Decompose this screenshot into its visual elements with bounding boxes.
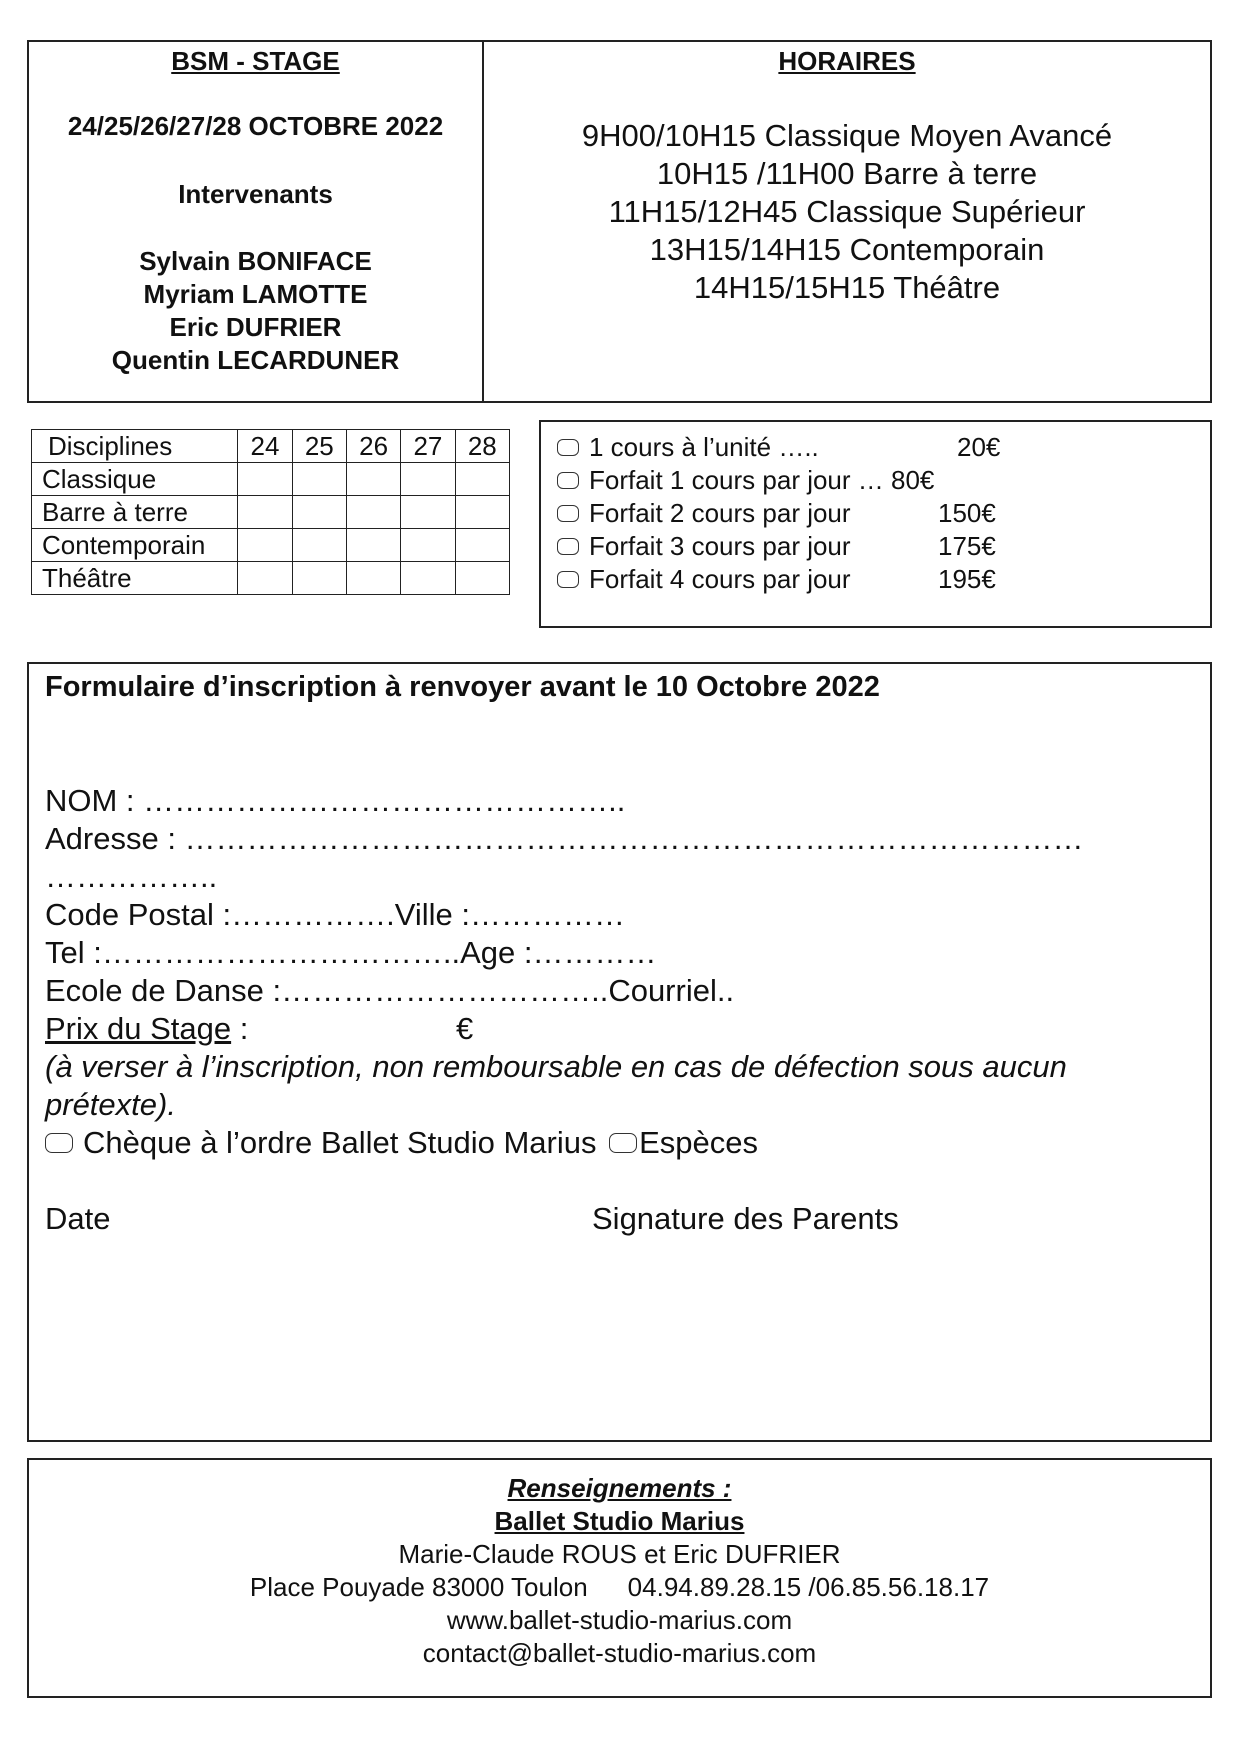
price-checkbox[interactable]: [557, 571, 579, 588]
day-cell[interactable]: [292, 463, 346, 496]
day-header: 25: [292, 430, 346, 463]
day-cell[interactable]: [455, 463, 509, 496]
day-cell[interactable]: [238, 463, 292, 496]
stage-info-column: [29, 42, 482, 401]
day-header: 28: [455, 430, 509, 463]
studio-phones: 04.94.89.28.15 /06.85.56.18.17: [627, 1572, 990, 1602]
table-row: [32, 529, 510, 562]
date-label: Date: [45, 1201, 111, 1236]
day-cell[interactable]: [455, 529, 509, 562]
price-label: 1 cours à l’unité …..: [589, 432, 819, 462]
especes-checkbox[interactable]: [609, 1133, 637, 1153]
day-cell[interactable]: [455, 562, 509, 595]
payment-note-cont: prétexte).: [45, 1087, 176, 1122]
price-checkbox[interactable]: [557, 505, 579, 522]
horaires-column: [484, 42, 1210, 401]
intervenants-label: Intervenants: [178, 179, 333, 209]
adresse-field-cont[interactable]: ……………..: [45, 859, 218, 894]
table-row: [32, 463, 510, 496]
intervenant-name: Sylvain BONIFACE: [139, 246, 372, 276]
prix-stage-colon: :: [231, 1011, 249, 1046]
especes-label: Espèces: [639, 1125, 759, 1160]
day-cell[interactable]: [455, 496, 509, 529]
address-phone-line: [29, 1571, 1210, 1604]
horaire-line: 9H00/10H15 Classique Moyen Avancé: [581, 118, 1113, 153]
day-cell[interactable]: [346, 496, 400, 529]
contact-names: Marie-Claude ROUS et Eric DUFRIER: [398, 1539, 841, 1569]
intervenant-name: Myriam LAMOTTE: [143, 279, 368, 309]
day-cell[interactable]: [238, 496, 292, 529]
price-value: 20€: [957, 432, 1001, 462]
discipline-name: Théâtre: [32, 562, 238, 595]
price-value: 175€: [938, 531, 996, 561]
price-value: 150€: [938, 498, 996, 528]
ecole-courriel-field[interactable]: Ecole de Danse :…………………………..Courriel..: [45, 973, 735, 1008]
horaire-line: 14H15/15H15 Théâtre: [693, 270, 1001, 305]
nom-field[interactable]: NOM : ………………………………………..: [45, 783, 626, 818]
day-header: 27: [401, 430, 455, 463]
day-header: 26: [346, 430, 400, 463]
price-option: [557, 497, 996, 529]
price-checkbox[interactable]: [557, 439, 579, 456]
prix-stage-label: Prix du Stage: [45, 1011, 232, 1046]
signature-label: Signature des Parents: [592, 1201, 899, 1236]
form-title: Formulaire d’inscription à renvoyer avant le 10 Octobre 2022: [45, 671, 880, 703]
day-cell[interactable]: [292, 529, 346, 562]
price-label: Forfait 2 cours par jour: [589, 498, 851, 528]
day-cell[interactable]: [292, 496, 346, 529]
price-option: [557, 464, 934, 496]
intervenant-name: Quentin LECARDUNER: [111, 345, 400, 375]
price-label: Forfait 3 cours par jour: [589, 531, 851, 561]
day-cell[interactable]: [401, 463, 455, 496]
price-checkbox[interactable]: [557, 538, 579, 555]
day-cell[interactable]: [346, 463, 400, 496]
discipline-name: Barre à terre: [32, 496, 238, 529]
discipline-name: Classique: [32, 463, 238, 496]
stage-dates: 24/25/26/27/28 OCTOBRE 2022: [67, 111, 444, 141]
adresse-field[interactable]: Adresse : ……………………………………………………………………………: [45, 821, 1084, 856]
registration-form: [27, 662, 1212, 1442]
price-label: Forfait 4 cours par jour: [589, 564, 851, 594]
renseignements-title: Renseignements :: [507, 1473, 732, 1503]
table-row: [32, 562, 510, 595]
day-cell[interactable]: [346, 562, 400, 595]
prices-box: [539, 420, 1212, 628]
price-label: Forfait 1 cours par jour … 80€: [589, 465, 935, 495]
horaire-line: 10H15 /11H00 Barre à terre: [656, 156, 1038, 191]
code-postal-ville-field[interactable]: Code Postal :…………….Ville :……………: [45, 897, 625, 932]
price-option: [557, 563, 996, 595]
day-cell[interactable]: [401, 529, 455, 562]
discipline-name: Contemporain: [32, 529, 238, 562]
day-cell[interactable]: [346, 529, 400, 562]
contact-footer: [27, 1458, 1212, 1698]
day-cell[interactable]: [401, 496, 455, 529]
price-option: [557, 431, 1001, 463]
table-header-row: [32, 430, 510, 463]
website-link[interactable]: www.ballet-studio-marius.com: [446, 1605, 793, 1635]
email-link[interactable]: contact@ballet-studio-marius.com: [422, 1638, 817, 1668]
header-info-box: [27, 40, 1212, 403]
horaires-title: HORAIRES: [778, 46, 916, 76]
horaire-line: 13H15/14H15 Contemporain: [649, 232, 1045, 267]
payment-options: [45, 1124, 758, 1162]
stage-title: BSM - STAGE: [171, 46, 340, 76]
day-cell[interactable]: [238, 529, 292, 562]
prix-stage-field: [45, 1010, 248, 1048]
cheque-label: Chèque à l’ordre Ballet Studio Marius: [83, 1125, 597, 1160]
horaire-line: 11H15/12H45 Classique Supérieur: [608, 194, 1086, 229]
studio-address: Place Pouyade 83000 Toulon: [249, 1572, 588, 1602]
day-header: 24: [238, 430, 292, 463]
day-cell[interactable]: [401, 562, 455, 595]
price-checkbox[interactable]: [557, 472, 579, 489]
euro-sign: €: [456, 1011, 474, 1046]
disciplines-table: [31, 429, 510, 595]
disciplines-header: Disciplines: [32, 430, 238, 463]
day-cell[interactable]: [238, 562, 292, 595]
table-row: [32, 496, 510, 529]
studio-name: Ballet Studio Marius: [494, 1506, 745, 1536]
payment-note: (à verser à l’inscription, non remboursable en cas de défection sous aucun: [45, 1049, 1067, 1084]
cheque-checkbox[interactable]: [45, 1133, 73, 1153]
price-value: 195€: [938, 564, 996, 594]
tel-age-field[interactable]: Tel :……………………………..Age :…………: [45, 935, 657, 970]
day-cell[interactable]: [292, 562, 346, 595]
intervenant-name: Eric DUFRIER: [169, 312, 342, 342]
price-option: [557, 530, 996, 562]
